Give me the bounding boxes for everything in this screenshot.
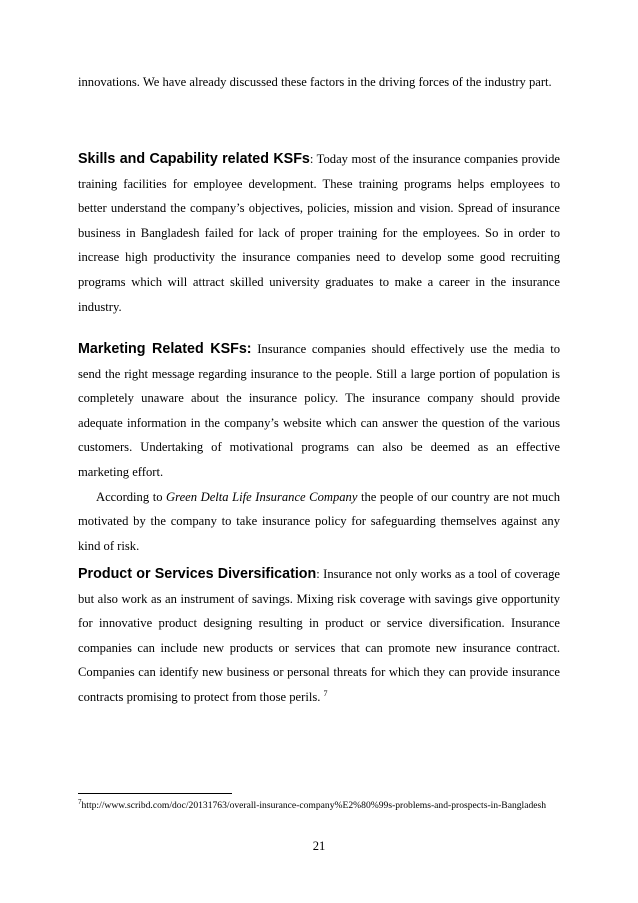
paragraph-marketing <box>78 337 560 558</box>
marketing-second-pre: According to <box>96 489 167 504</box>
marketing-second-paragraph <box>78 485 560 559</box>
paragraph-skills <box>78 147 560 319</box>
skills-heading: Skills and Capability related KSFs <box>78 151 310 167</box>
skills-body: : Today most of the insurance companies provide training facilities for employee development. These training programs helps employees to better understand the company’s objectives, policies, mission and vision. Spread of insurance business in Bangladesh failed for lack of proper training for the employees. So in order to increase high productivity the insurance companies need to develop some good recruiting programs which will attract skilled university graduates to make a career in the insurance industry. <box>78 152 560 314</box>
product-heading: Product or Services Diversification <box>78 566 317 582</box>
marketing-body: Insurance companies should effectively use the media to send the right message regarding insurance to the people. Still a large portion of population is completely unaware about the insurance policy. The insurance company should provide adequate information in the company’s website which can answer the question of the various customers. Undertaking of motivational programs can also be deemed as an effective marketing effort. <box>78 342 561 479</box>
footnote-divider <box>78 793 232 794</box>
paragraph-product <box>78 562 560 710</box>
paragraph-continuation <box>78 70 560 95</box>
footnote-marker: 7 <box>78 798 82 806</box>
page-number: 21 <box>312 839 326 853</box>
footnote-link[interactable]: http://www.scribd.com/doc/20131763/overall-insurance-company%E2%80%99s-problems-and-prospects-in-Bangladesh <box>81 800 547 811</box>
product-body: : Insurance not only works as a tool of coverage but also work as an instrument of savings. Mixing risk coverage with savings give opportunity for innovative product designing resulting in product or service diversification. Insurance companies can include new products or services that can promote new insurance contract. Companies can identify new business or personal threats for which they can provide insurance contracts promising to protect from those perils. <box>78 567 560 704</box>
company-name: Green Delta Life Insurance Company <box>166 489 358 504</box>
marketing-heading: Marketing Related KSFs: <box>78 341 252 357</box>
footnote-reference[interactable]: 7 <box>323 688 328 698</box>
continuation-text: innovations. We have already discussed these factors in the driving forces of the industry part. <box>78 75 552 89</box>
footnote <box>78 799 560 814</box>
marketing-second-post: the people of our country are not much motivated by the company to take insurance policy for safeguarding themselves against any kind of risk. <box>78 489 560 553</box>
